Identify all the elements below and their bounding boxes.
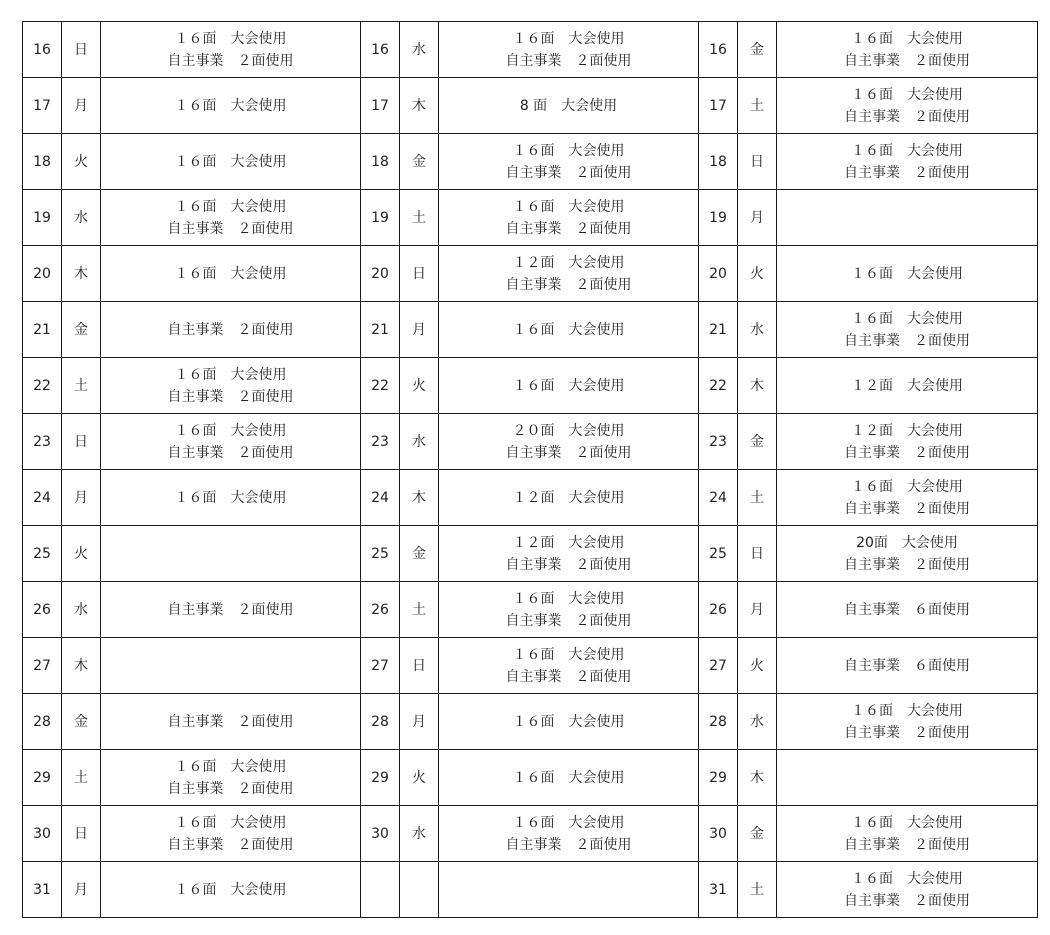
weekday: 月 bbox=[738, 582, 777, 638]
weekday: 水 bbox=[400, 22, 439, 78]
day-number: 28 bbox=[23, 694, 62, 750]
weekday: 水 bbox=[400, 806, 439, 862]
usage-line: １６面 大会使用 bbox=[174, 198, 287, 215]
day-number: 18 bbox=[361, 134, 400, 190]
weekday bbox=[400, 862, 439, 918]
table-row bbox=[23, 134, 1038, 190]
weekday: 木 bbox=[62, 638, 101, 694]
weekday: 水 bbox=[62, 190, 101, 246]
weekday: 土 bbox=[738, 862, 777, 918]
usage-note bbox=[777, 246, 1038, 302]
day-number bbox=[361, 862, 400, 918]
day-number: 30 bbox=[361, 806, 400, 862]
usage-line: １２面 大会使用 bbox=[512, 489, 625, 506]
usage-note bbox=[439, 638, 699, 694]
weekday: 月 bbox=[738, 190, 777, 246]
weekday: 火 bbox=[738, 638, 777, 694]
weekday: 日 bbox=[62, 414, 101, 470]
day-number: 24 bbox=[699, 470, 738, 526]
weekday: 火 bbox=[400, 750, 439, 806]
usage-line: １６面 大会使用 bbox=[512, 377, 625, 394]
usage-line: １６面 大会使用 bbox=[174, 265, 287, 282]
table-row bbox=[23, 190, 1038, 246]
usage-line: 自主事業 ２面使用 bbox=[844, 836, 970, 853]
usage-note bbox=[101, 246, 361, 302]
usage-line: １６面 大会使用 bbox=[174, 30, 287, 47]
usage-note bbox=[101, 302, 361, 358]
weekday: 水 bbox=[62, 582, 101, 638]
usage-note bbox=[777, 470, 1038, 526]
usage-line: １２面 大会使用 bbox=[512, 254, 625, 271]
usage-note bbox=[777, 134, 1038, 190]
day-number: 18 bbox=[23, 134, 62, 190]
day-number: 19 bbox=[361, 190, 400, 246]
usage-note bbox=[777, 694, 1038, 750]
usage-line: 自主事業 ２面使用 bbox=[844, 332, 970, 349]
day-number: 25 bbox=[23, 526, 62, 582]
day-number: 21 bbox=[361, 302, 400, 358]
weekday: 金 bbox=[738, 22, 777, 78]
day-number: 20 bbox=[23, 246, 62, 302]
weekday: 金 bbox=[400, 526, 439, 582]
usage-line: 自主事業 ２面使用 bbox=[505, 556, 632, 573]
day-number: 16 bbox=[361, 22, 400, 78]
usage-note bbox=[101, 470, 361, 526]
weekday: 水 bbox=[738, 694, 777, 750]
usage-line: １６面 大会使用 bbox=[174, 97, 287, 114]
day-number: 25 bbox=[699, 526, 738, 582]
table-row bbox=[23, 358, 1038, 414]
table-row bbox=[23, 526, 1038, 582]
table-row bbox=[23, 302, 1038, 358]
usage-note bbox=[777, 638, 1038, 694]
usage-line: １６面 大会使用 bbox=[174, 814, 287, 831]
usage-line: １６面 大会使用 bbox=[851, 30, 963, 47]
weekday: 土 bbox=[738, 78, 777, 134]
weekday: 日 bbox=[738, 526, 777, 582]
usage-line: １６面 大会使用 bbox=[512, 713, 625, 730]
usage-line: 自主事業 ６面使用 bbox=[844, 657, 970, 674]
usage-line: 自主事業 ２面使用 bbox=[844, 52, 970, 69]
usage-note bbox=[101, 358, 361, 414]
weekday: 金 bbox=[400, 134, 439, 190]
weekday: 木 bbox=[400, 78, 439, 134]
usage-line: 自主事業 ２面使用 bbox=[505, 836, 632, 853]
usage-line: 自主事業 ２面使用 bbox=[167, 52, 294, 69]
usage-line: １２面 大会使用 bbox=[851, 422, 963, 439]
usage-line: １６面 大会使用 bbox=[512, 646, 625, 663]
usage-note bbox=[777, 414, 1038, 470]
weekday: 火 bbox=[62, 134, 101, 190]
weekday: 火 bbox=[62, 526, 101, 582]
weekday: 月 bbox=[400, 302, 439, 358]
weekday: 日 bbox=[400, 246, 439, 302]
usage-line: 自主事業 ２面使用 bbox=[167, 388, 294, 405]
day-number: 29 bbox=[361, 750, 400, 806]
day-number: 21 bbox=[23, 302, 62, 358]
day-number: 25 bbox=[361, 526, 400, 582]
usage-note bbox=[101, 78, 361, 134]
usage-line: 自主事業 ２面使用 bbox=[844, 556, 970, 573]
day-number: 19 bbox=[23, 190, 62, 246]
usage-line: １６面 大会使用 bbox=[851, 870, 963, 887]
day-number: 28 bbox=[699, 694, 738, 750]
day-number: 28 bbox=[361, 694, 400, 750]
weekday: 金 bbox=[62, 302, 101, 358]
weekday: 金 bbox=[738, 806, 777, 862]
usage-line: 自主事業 ２面使用 bbox=[505, 612, 632, 629]
usage-note bbox=[439, 246, 699, 302]
table-row bbox=[23, 470, 1038, 526]
usage-note bbox=[439, 22, 699, 78]
usage-note bbox=[777, 22, 1038, 78]
usage-line: 自主事業 ２面使用 bbox=[844, 164, 970, 181]
day-number: 22 bbox=[361, 358, 400, 414]
weekday: 土 bbox=[400, 582, 439, 638]
schedule-body bbox=[23, 22, 1038, 918]
usage-note bbox=[777, 190, 1038, 246]
weekday: 土 bbox=[400, 190, 439, 246]
usage-line: １６面 大会使用 bbox=[851, 814, 963, 831]
usage-note bbox=[439, 750, 699, 806]
day-number: 20 bbox=[699, 246, 738, 302]
usage-note bbox=[777, 750, 1038, 806]
weekday: 木 bbox=[738, 358, 777, 414]
usage-line: １６面 大会使用 bbox=[512, 769, 625, 786]
usage-note bbox=[439, 862, 699, 918]
usage-line: １６面 大会使用 bbox=[512, 142, 625, 159]
usage-line: 自主事業 ２面使用 bbox=[167, 601, 294, 618]
usage-line: １６面 大会使用 bbox=[174, 489, 287, 506]
day-number: 29 bbox=[23, 750, 62, 806]
usage-note bbox=[439, 78, 699, 134]
usage-line: １６面 大会使用 bbox=[851, 265, 963, 282]
day-number: 16 bbox=[699, 22, 738, 78]
table-row bbox=[23, 638, 1038, 694]
usage-note bbox=[101, 862, 361, 918]
table-row bbox=[23, 750, 1038, 806]
usage-note bbox=[101, 638, 361, 694]
usage-line: １６面 大会使用 bbox=[512, 30, 625, 47]
usage-line: １６面 大会使用 bbox=[851, 478, 963, 495]
usage-line: 自主事業 ２面使用 bbox=[167, 220, 294, 237]
usage-line: 自主事業 ６面使用 bbox=[844, 601, 970, 618]
usage-line: １６面 大会使用 bbox=[174, 153, 287, 170]
usage-note bbox=[439, 302, 699, 358]
weekday: 月 bbox=[62, 862, 101, 918]
table-row bbox=[23, 582, 1038, 638]
weekday: 土 bbox=[62, 358, 101, 414]
weekday: 火 bbox=[400, 358, 439, 414]
day-number: 23 bbox=[361, 414, 400, 470]
weekday: 日 bbox=[62, 806, 101, 862]
day-number: 18 bbox=[699, 134, 738, 190]
usage-note bbox=[439, 134, 699, 190]
usage-line: ２０面 大会使用 bbox=[512, 422, 625, 439]
day-number: 31 bbox=[23, 862, 62, 918]
usage-line: 自主事業 ２面使用 bbox=[167, 321, 294, 338]
usage-line: １６面 大会使用 bbox=[174, 758, 287, 775]
usage-line: １６面 大会使用 bbox=[174, 881, 287, 898]
table-row bbox=[23, 862, 1038, 918]
table-row bbox=[23, 78, 1038, 134]
weekday: 金 bbox=[738, 414, 777, 470]
weekday: 土 bbox=[62, 750, 101, 806]
schedule-table bbox=[22, 21, 1038, 918]
day-number: 17 bbox=[699, 78, 738, 134]
usage-line: 自主事業 ２面使用 bbox=[505, 52, 632, 69]
day-number: 30 bbox=[23, 806, 62, 862]
weekday: 月 bbox=[400, 694, 439, 750]
usage-note bbox=[777, 862, 1038, 918]
usage-line: 自主事業 ２面使用 bbox=[505, 668, 632, 685]
day-number: 24 bbox=[23, 470, 62, 526]
usage-note bbox=[101, 526, 361, 582]
usage-note bbox=[439, 470, 699, 526]
usage-line: １２面 大会使用 bbox=[512, 534, 625, 551]
usage-note bbox=[439, 526, 699, 582]
weekday: 月 bbox=[62, 78, 101, 134]
weekday: 土 bbox=[738, 470, 777, 526]
usage-line: １６面 大会使用 bbox=[512, 198, 625, 215]
day-number: 30 bbox=[699, 806, 738, 862]
table-row bbox=[23, 694, 1038, 750]
day-number: 23 bbox=[699, 414, 738, 470]
usage-note bbox=[439, 806, 699, 862]
day-number: 16 bbox=[23, 22, 62, 78]
usage-note bbox=[439, 190, 699, 246]
usage-note bbox=[777, 806, 1038, 862]
usage-line: 自主事業 ２面使用 bbox=[844, 892, 970, 909]
usage-line: 自主事業 ２面使用 bbox=[505, 164, 632, 181]
usage-note bbox=[101, 806, 361, 862]
day-number: 26 bbox=[361, 582, 400, 638]
day-number: 29 bbox=[699, 750, 738, 806]
usage-line: 自主事業 ２面使用 bbox=[505, 276, 632, 293]
day-number: 17 bbox=[361, 78, 400, 134]
usage-line: １６面 大会使用 bbox=[851, 702, 963, 719]
usage-line: 自主事業 ２面使用 bbox=[844, 444, 970, 461]
weekday: 木 bbox=[62, 246, 101, 302]
day-number: 19 bbox=[699, 190, 738, 246]
day-number: 20 bbox=[361, 246, 400, 302]
usage-line: １６面 大会使用 bbox=[851, 142, 963, 159]
usage-line: １６面 大会使用 bbox=[512, 321, 625, 338]
usage-note bbox=[101, 190, 361, 246]
day-number: 27 bbox=[361, 638, 400, 694]
table-row bbox=[23, 806, 1038, 862]
table-row bbox=[23, 22, 1038, 78]
usage-note bbox=[101, 22, 361, 78]
usage-note bbox=[101, 582, 361, 638]
day-number: 24 bbox=[361, 470, 400, 526]
weekday: 水 bbox=[400, 414, 439, 470]
usage-line: １６面 大会使用 bbox=[851, 86, 963, 103]
usage-line: １６面 大会使用 bbox=[851, 310, 963, 327]
day-number: 21 bbox=[699, 302, 738, 358]
usage-note bbox=[777, 358, 1038, 414]
usage-line: 自主事業 ２面使用 bbox=[844, 500, 970, 517]
usage-line: １６面 大会使用 bbox=[174, 422, 287, 439]
usage-line: 自主事業 ２面使用 bbox=[167, 713, 294, 730]
usage-line: １６面 大会使用 bbox=[512, 814, 625, 831]
usage-line: 8 面 大会使用 bbox=[519, 97, 618, 114]
weekday: 木 bbox=[400, 470, 439, 526]
usage-note bbox=[101, 414, 361, 470]
usage-line: 自主事業 ２面使用 bbox=[167, 780, 294, 797]
weekday: 金 bbox=[62, 694, 101, 750]
weekday: 日 bbox=[738, 134, 777, 190]
day-number: 27 bbox=[23, 638, 62, 694]
usage-note bbox=[439, 358, 699, 414]
usage-line: １６面 大会使用 bbox=[174, 366, 287, 383]
usage-note bbox=[439, 414, 699, 470]
weekday: 火 bbox=[738, 246, 777, 302]
usage-note bbox=[777, 302, 1038, 358]
day-number: 17 bbox=[23, 78, 62, 134]
usage-note bbox=[777, 526, 1038, 582]
usage-note bbox=[777, 582, 1038, 638]
weekday: 日 bbox=[62, 22, 101, 78]
usage-note bbox=[439, 582, 699, 638]
usage-note bbox=[777, 78, 1038, 134]
usage-line: 自主事業 ２面使用 bbox=[505, 444, 632, 461]
usage-line: 自主事業 ２面使用 bbox=[167, 836, 294, 853]
usage-note bbox=[101, 134, 361, 190]
usage-line: 自主事業 ２面使用 bbox=[844, 108, 970, 125]
usage-note bbox=[101, 750, 361, 806]
usage-line: 自主事業 ２面使用 bbox=[167, 444, 294, 461]
day-number: 26 bbox=[23, 582, 62, 638]
usage-line: 自主事業 ２面使用 bbox=[505, 220, 632, 237]
day-number: 22 bbox=[23, 358, 62, 414]
usage-line: 20面 大会使用 bbox=[856, 534, 958, 551]
usage-line: １６面 大会使用 bbox=[512, 590, 625, 607]
usage-note bbox=[439, 694, 699, 750]
usage-line: 自主事業 ２面使用 bbox=[844, 724, 970, 741]
day-number: 22 bbox=[699, 358, 738, 414]
table-row bbox=[23, 414, 1038, 470]
usage-line: １２面 大会使用 bbox=[851, 377, 963, 394]
day-number: 26 bbox=[699, 582, 738, 638]
weekday: 月 bbox=[62, 470, 101, 526]
day-number: 27 bbox=[699, 638, 738, 694]
weekday: 水 bbox=[738, 302, 777, 358]
weekday: 木 bbox=[738, 750, 777, 806]
day-number: 31 bbox=[699, 862, 738, 918]
weekday: 日 bbox=[400, 638, 439, 694]
table-row bbox=[23, 246, 1038, 302]
usage-note bbox=[101, 694, 361, 750]
day-number: 23 bbox=[23, 414, 62, 470]
